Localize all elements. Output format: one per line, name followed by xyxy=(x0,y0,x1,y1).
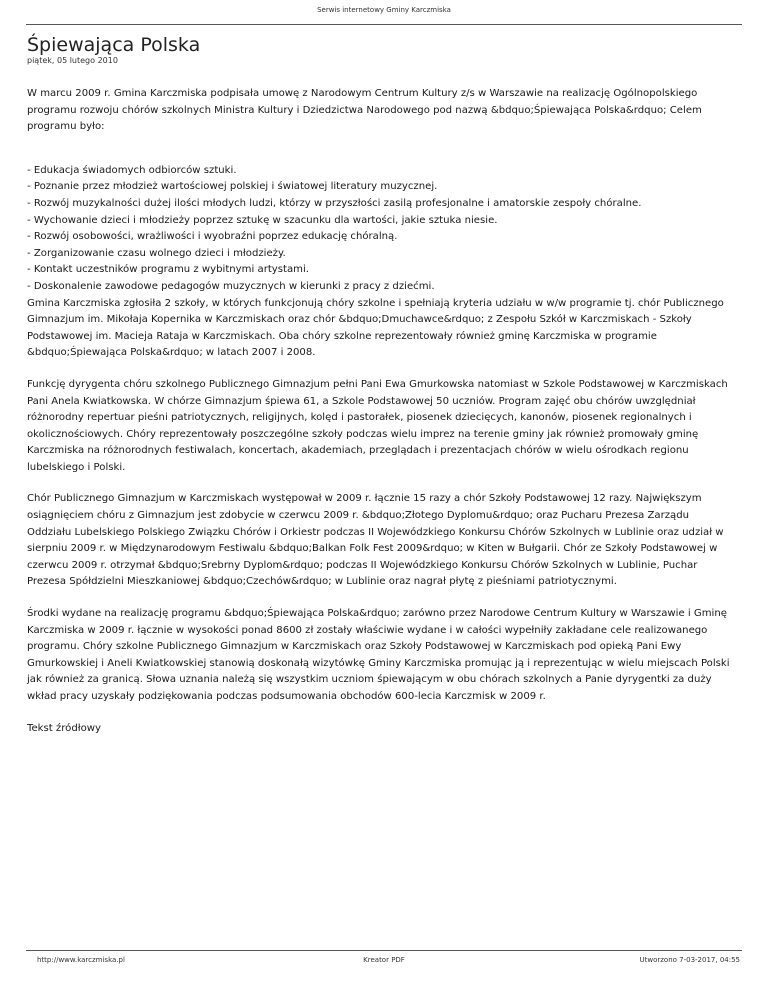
footer-created: Utworzono 7-03-2017, 04:55 xyxy=(639,956,740,964)
header-divider xyxy=(26,24,742,25)
conductors-paragraph: Funkcję dyrygenta chóru szkolnego Publicznego Gimnazjum pełni Pani Ewa Gmurkowska natomiast w Szkole Podstawowej w Karczmiskach Pani Anela Kwiatkowska. W chórze Gimnazjum śpiewa 61, a Szkole Podstawowej 50 uczniów. Program zajęć obu chórów uwzględniał różnorodny repertuar pieśni patriotycznych, religijnych, kolęd i pastorałek, piosenek dziecięcych, kanonów, piosenek regionalnych i okolicznościowych. Chóry reprezentowały poszczególne szkoły podczas wielu imprez na terenie gminy jak również promowały gminę Karczmiska na różnorodnych festiwalach, koncertach, akademiach, przeglądach i prezentacjach chórów w wielu ośrodkach regionu lubelskiego i Polski. xyxy=(27,378,728,473)
goal-item: - Zorganizowanie czasu wolnego dzieci i młodzieży. xyxy=(27,247,286,259)
goal-item: - Rozwój muzykalności dużej ilości młodych ludzi, którzy w przyszłości zasilą profesjonalne i amatorskie zespoły chóralne. xyxy=(27,197,642,209)
goal-item: - Kontakt uczestników programu z wybitnymi artystami. xyxy=(27,264,310,276)
article-date: piątek, 05 lutego 2010 xyxy=(27,56,118,65)
goal-item: - Edukacja świadomych odbiorców sztuki. xyxy=(27,164,237,176)
article-title: Śpiewająca Polska xyxy=(27,34,201,56)
goals-list xyxy=(27,163,733,296)
goal-item: - Poznanie przez młodzież wartościowej polskiej i światowej literatury muzycznej. xyxy=(27,181,438,193)
intro-paragraph: W marcu 2009 r. Gmina Karczmiska podpisała umowę z Narodowym Centrum Kultury z/s w Warszawie na realizację Ogólnopolskiego programu rozwoju chórów szkolnych Ministra Kultury i Dziedzictwa Narodowego pod nazwą &bdquo;Śpiewająca Polska&rdquo; Celem programu było: xyxy=(27,88,702,133)
footer-generator: Kreator PDF xyxy=(363,956,405,964)
funding-paragraph: Środki wydane na realizację programu &bdquo;Śpiewająca Polska&rdquo; zarówno przez Narodowe Centrum Kultury w Warszawie i Gminę Karczmiska w 2009 r. łącznie w wysokości ponad 8600 zł zostały właściwie wydane i w całości wypełniły zakładane cele realizowanego programu. Chóry szkolne Publicznego Gimnazjum w Karczmiskach oraz Szkoły Podstawowej w Karczmiskach pod opieką Pani Ewy Gmurkowskiej i Aneli Kwiatkowskiej stanowią doskonałą wizytówkę Gminy Karczmiska promując ją i reprezentując w wielu miejscach Polski jak również za granicą. Słowa uznania należą się wszystkim uczniom śpiewającym w obu chórach szkolnych a Panie dyrygentki za duży wkład pracy uzyskały podziękowania podczas podsumowania obchodów 600-lecia Karczmisk w 2009 r. xyxy=(27,608,730,702)
goal-item: - Doskonalenie zawodowe pedagogów muzycznych w kierunki z pracy z dziećmi. xyxy=(27,280,435,292)
source-link[interactable]: Tekst źródłowy xyxy=(27,722,102,734)
article-body xyxy=(27,86,733,737)
schools-paragraph: Gmina Karczmiska zgłosiła 2 szkoły, w których funkcjonują chóry szkolne i spełniają kryteria udziału w w/w programie tj. chór Publicznego Gimnazjum im. Mikołaja Kopernika w Karczmiskach oraz chór &bdquo;Dmuchawce&rdquo; z Zespołu Szkół w Karczmiskach - Szkoły Podstawowej im. Macieja Rataja w Karczmiskach. Oba chóry szkolne reprezentowały również gminę Karczmiska w programie &bdquo;Śpiewająca Polska&rdquo; w latach 2007 i 2008. xyxy=(27,297,724,359)
goal-item: - Rozwój osobowości, wrażliwości i wyobraźni poprzez edukację chóralną. xyxy=(27,231,398,243)
achievements-paragraph: Chór Publicznego Gimnazjum w Karczmiskach występował w 2009 r. łącznie 15 razy a chór Szkoły Podstawowej 12 razy. Największym osiągnięciem chóru z Gimnazjum jest zdobycie w czerwcu 2009 r. &bdquo;Złotego Dyplomu&rdquo; oraz Pucharu Prezesa Zarządu Oddziału Lubelskiego Polskiego Związku Chórów i Orkiestr podczas II Wojewódzkiego Konkursu Chórów Szkolnych w Lublinie oraz udział w sierpniu 2009 r. w Międzynarodowym Festiwalu &bdquo;Balkan Folk Fest 2009&rdquo; w Kiten w Bułgarii. Chór ze Szkoły Podstawowej w czerwcu 2009 r. otrzymał &bdquo;Srebrny Dyplom&rdquo; podczas II Wojewódzkiego Konkursu Chórów Szkolnych w Lublinie, Puchar Prezesa Spółdzielni Mieszkaniowej &bdquo;Czechów&rdquo; w Lublinie oraz nagrał płytę z pieśniami patriotycznymi. xyxy=(27,493,724,588)
footer-url[interactable]: http://www.karczmiska.pl xyxy=(37,956,125,964)
goal-item: - Wychowanie dzieci i młodzieży poprzez sztukę w szacunku dla wartości, jakie sztuka niesie. xyxy=(27,214,498,226)
site-header: Serwis internetowy Gminy Karczmiska xyxy=(317,6,451,14)
footer-divider xyxy=(26,950,742,951)
